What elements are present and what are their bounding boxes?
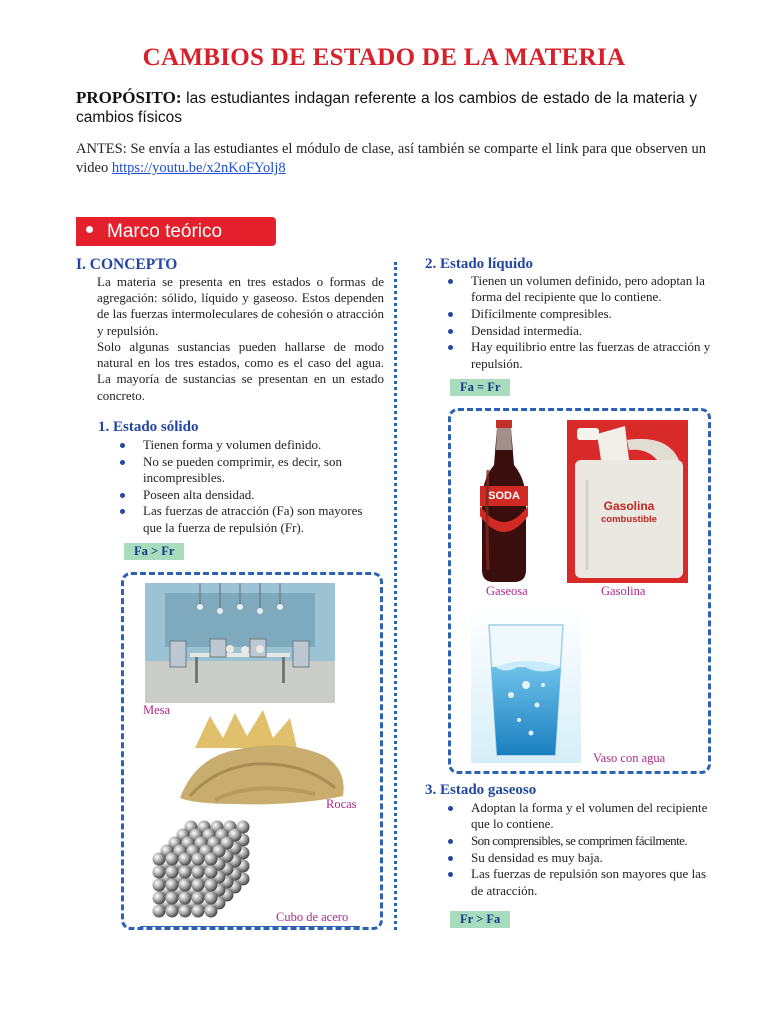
gaseosa-image xyxy=(474,420,534,584)
rocas-image xyxy=(175,708,350,808)
purpose-paragraph xyxy=(76,88,697,127)
caption-gasolina: Gasolina xyxy=(601,584,646,598)
soda-label-text: SODA xyxy=(488,490,520,502)
list-item: Hay equilibrio entre las fuerzas de atracción y repulsión. xyxy=(445,339,715,371)
caption-mesa: Mesa xyxy=(143,703,171,717)
antes-paragraph xyxy=(76,140,706,178)
liquido-heading: 2. Estado líquido xyxy=(425,256,533,272)
concepto-paragraph-1: La materia se presenta en tres estados o formas de agregación: sólido, líquido y gaseoso. Estos dependen de las fuerzas intermoleculares de cohesión o atracción y repulsión. xyxy=(97,274,384,338)
caption-gaseosa: Gaseosa xyxy=(486,584,528,598)
gaseoso-bullet-list xyxy=(445,800,715,899)
concepto-paragraph-2: Solo algunas sustancias pueden hallarse de modo natural en los tres estados, como es el caso del agua. La mayoría de sustancias se presentan en un estado concreto. xyxy=(97,339,384,403)
gasolina-image xyxy=(567,420,688,583)
formula-fa-gt-fr: Fa > Fr xyxy=(124,543,184,560)
column-divider xyxy=(394,262,397,930)
gasolina-label-subtitle: combustible xyxy=(601,514,657,525)
cubo-acero-image xyxy=(145,815,270,925)
purpose-label: PROPÓSITO: xyxy=(76,88,182,107)
caption-underline xyxy=(140,926,360,927)
bullet-icon xyxy=(86,226,93,233)
mesa-image xyxy=(145,583,335,703)
video-link[interactable]: https://youtu.be/x2nKoFYolj8 xyxy=(111,160,286,176)
antes-text: ANTES: Se envía a las estudiantes el módulo de clase, así también se comparte el link para que observen un video xyxy=(76,141,706,176)
vaso-agua-image xyxy=(471,605,581,763)
list-item: Tienen forma y volumen definido. xyxy=(117,437,384,453)
formula-fa-eq-fr: Fa = Fr xyxy=(450,379,510,396)
list-item: Adoptan la forma y el volumen del recipiente que lo contiene. xyxy=(445,800,715,832)
caption-vaso-agua: Vaso con agua xyxy=(593,751,666,765)
gaseoso-heading: 3. Estado gaseoso xyxy=(425,782,537,798)
gasolina-label-text xyxy=(575,500,683,526)
caption-cubo-acero: Cubo de acero xyxy=(276,910,349,924)
section-header-marco-teorico xyxy=(76,217,276,246)
list-item: Su densidad es muy baja. xyxy=(445,850,715,866)
list-item: Difícilmente compresibles. xyxy=(445,306,715,322)
page-title: CAMBIOS DE ESTADO DE LA MATERIA xyxy=(142,44,626,71)
liquido-bullet-list xyxy=(445,273,715,372)
list-item: Densidad intermedia. xyxy=(445,323,715,339)
list-item: Son comprensibles, se comprimen fácilmente. xyxy=(445,833,715,849)
section-header-label: Marco teórico xyxy=(107,221,223,242)
caption-rocas: Rocas xyxy=(326,797,357,811)
purpose-text: las estudiantes indagan referente a los cambios de estado de la materia y cambios físicos xyxy=(76,90,697,126)
formula-fr-gt-fa: Fr > Fa xyxy=(450,911,510,928)
list-item: No se pueden comprimir, es decir, son incompresibles. xyxy=(117,454,384,486)
list-item: Las fuerzas de repulsión son mayores que las de atracción. xyxy=(445,866,715,898)
gasolina-label-title: Gasolina xyxy=(603,499,655,513)
solido-bullet-list xyxy=(117,437,384,536)
list-item: Poseen alta densidad. xyxy=(117,487,384,503)
solido-heading: 1. Estado sólido xyxy=(98,419,199,435)
list-item: Tienen un volumen definido, pero adoptan la forma del recipiente que lo contiene. xyxy=(445,273,715,305)
concepto-heading: I. CONCEPTO xyxy=(76,256,178,273)
list-item: Las fuerzas de atracción (Fa) son mayores que la fuerza de repulsión (Fr). xyxy=(117,503,384,535)
